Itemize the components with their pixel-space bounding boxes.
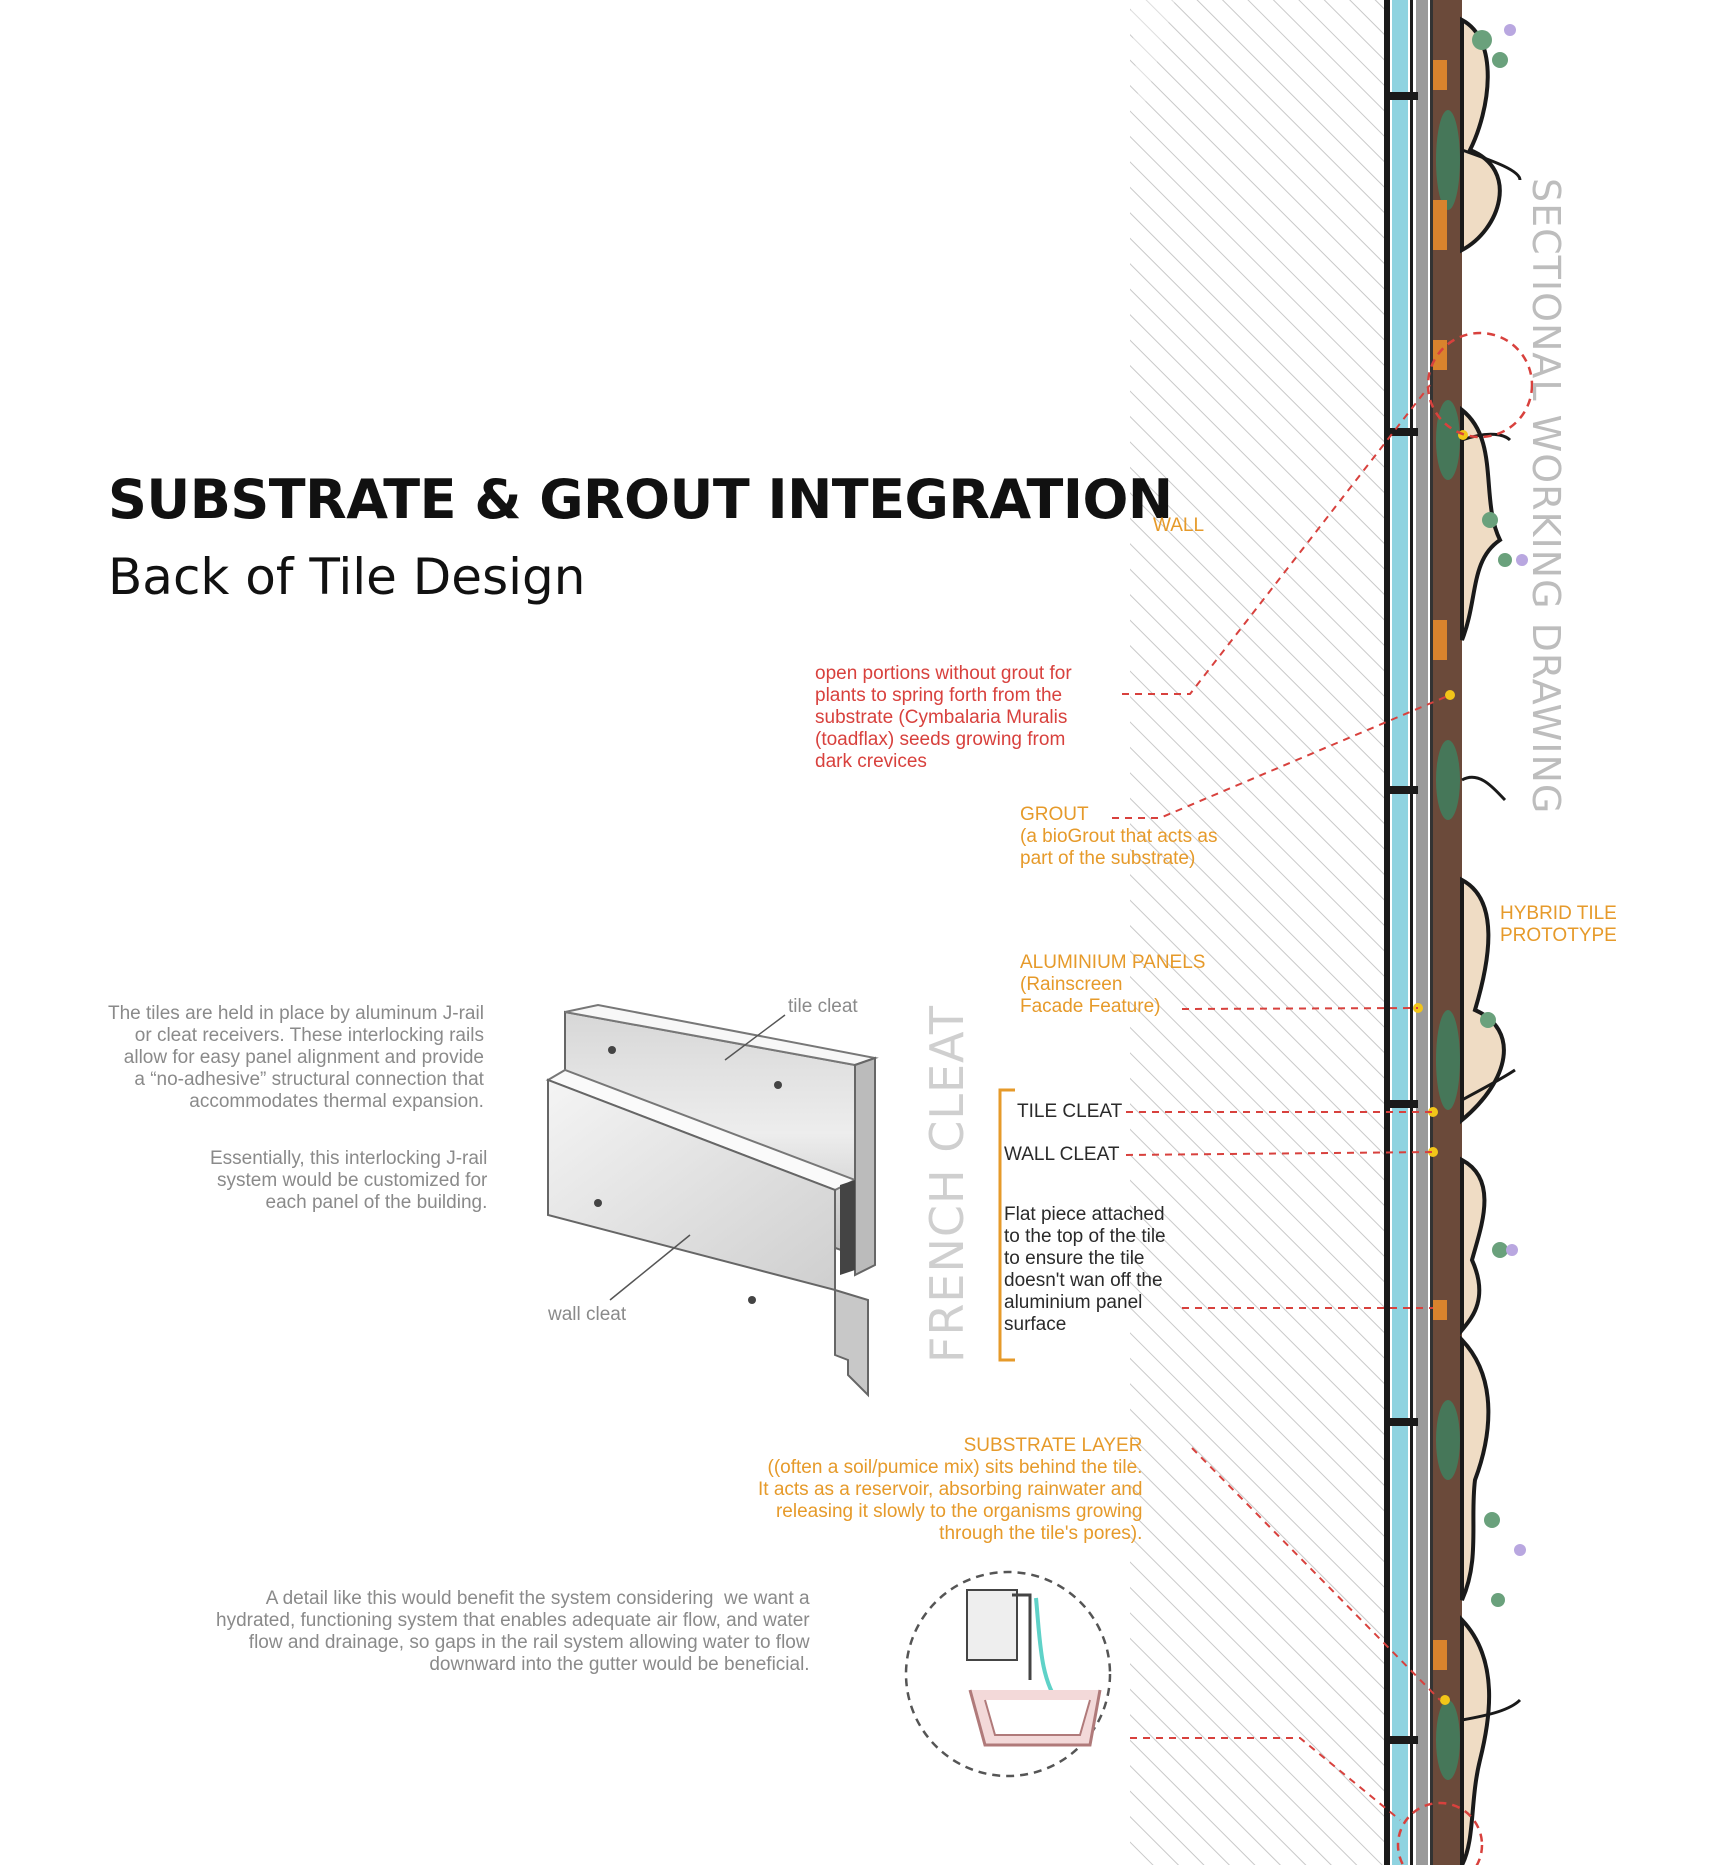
substrate-band [1433,0,1462,1865]
open-portions-label: open portions without grout for plants to spring forth from the substrate (Cymbalaria Muralis (toadflax) seeds growing from dark crevices [815,663,1072,772]
tiles-held-note: The tiles are held in place by aluminum J-rail or cleat receivers. These interlocking rails allow for easy panel alignment and provide a “no-adhesive” structural connection that accommodates thermal expansion. [108,1003,484,1112]
glass-strip [1392,0,1408,1865]
detail-note: A detail like this would benefit the system considering we want a hydrated, functioning system that enables adequate air flow, and water flow and drainage, so gaps in the rail system allowing water to flow downward into the gutter would be beneficial. [216,1588,810,1675]
hybrid-tile-label: HYBRID TILE PROTOTYPE [1500,903,1617,946]
wall-hatch [1130,0,1385,1865]
wall-label: WALL [1153,515,1205,536]
tile-cleat-tag: tile cleat [788,996,858,1017]
gutter-detail [906,1572,1110,1776]
rail-outer [1384,0,1390,1865]
rail-inner [1410,0,1413,1865]
tile-cleat-label: TILE CLEAT [1017,1101,1123,1122]
j-rail-illustration [548,1005,875,1395]
wall-cleat-label: WALL CLEAT [1004,1144,1120,1165]
page-title: SUBSTRATE & GROUT INTEGRATION [108,468,1173,531]
french-cleat-label: FRENCH CLEAT [920,1004,974,1363]
panel-back-line [1430,0,1433,1865]
aluminium-panels-label: ALUMINIUM PANELS (Rainscreen Facade Feature) [1020,952,1206,1017]
sectional-working-drawing-label: SECTIONAL WORKING DRAWING [1524,178,1568,815]
page-subtitle: Back of Tile Design [108,548,586,606]
essentially-note: Essentially, this interlocking J-rail system would be customized for each panel of the building. [210,1148,488,1213]
substrate-layer-label: SUBSTRATE LAYER ((often a soil/pumice mix) sits behind the tile. It acts as a reservoir, absorbing rainwater and releasing it slowly to the organisms growing through the tile's pores). [758,1435,1143,1544]
wall-cleat-tag: wall cleat [548,1304,627,1325]
hybrid-tiles [1462,20,1504,1865]
flat-piece-label: Flat piece attached to the top of the tile to ensure the tile doesn't wan off the aluminium panel surface [1004,1204,1166,1335]
panel-back [1416,0,1428,1865]
grout-label: GROUT (a bioGrout that acts as part of the substrate) [1020,804,1218,869]
